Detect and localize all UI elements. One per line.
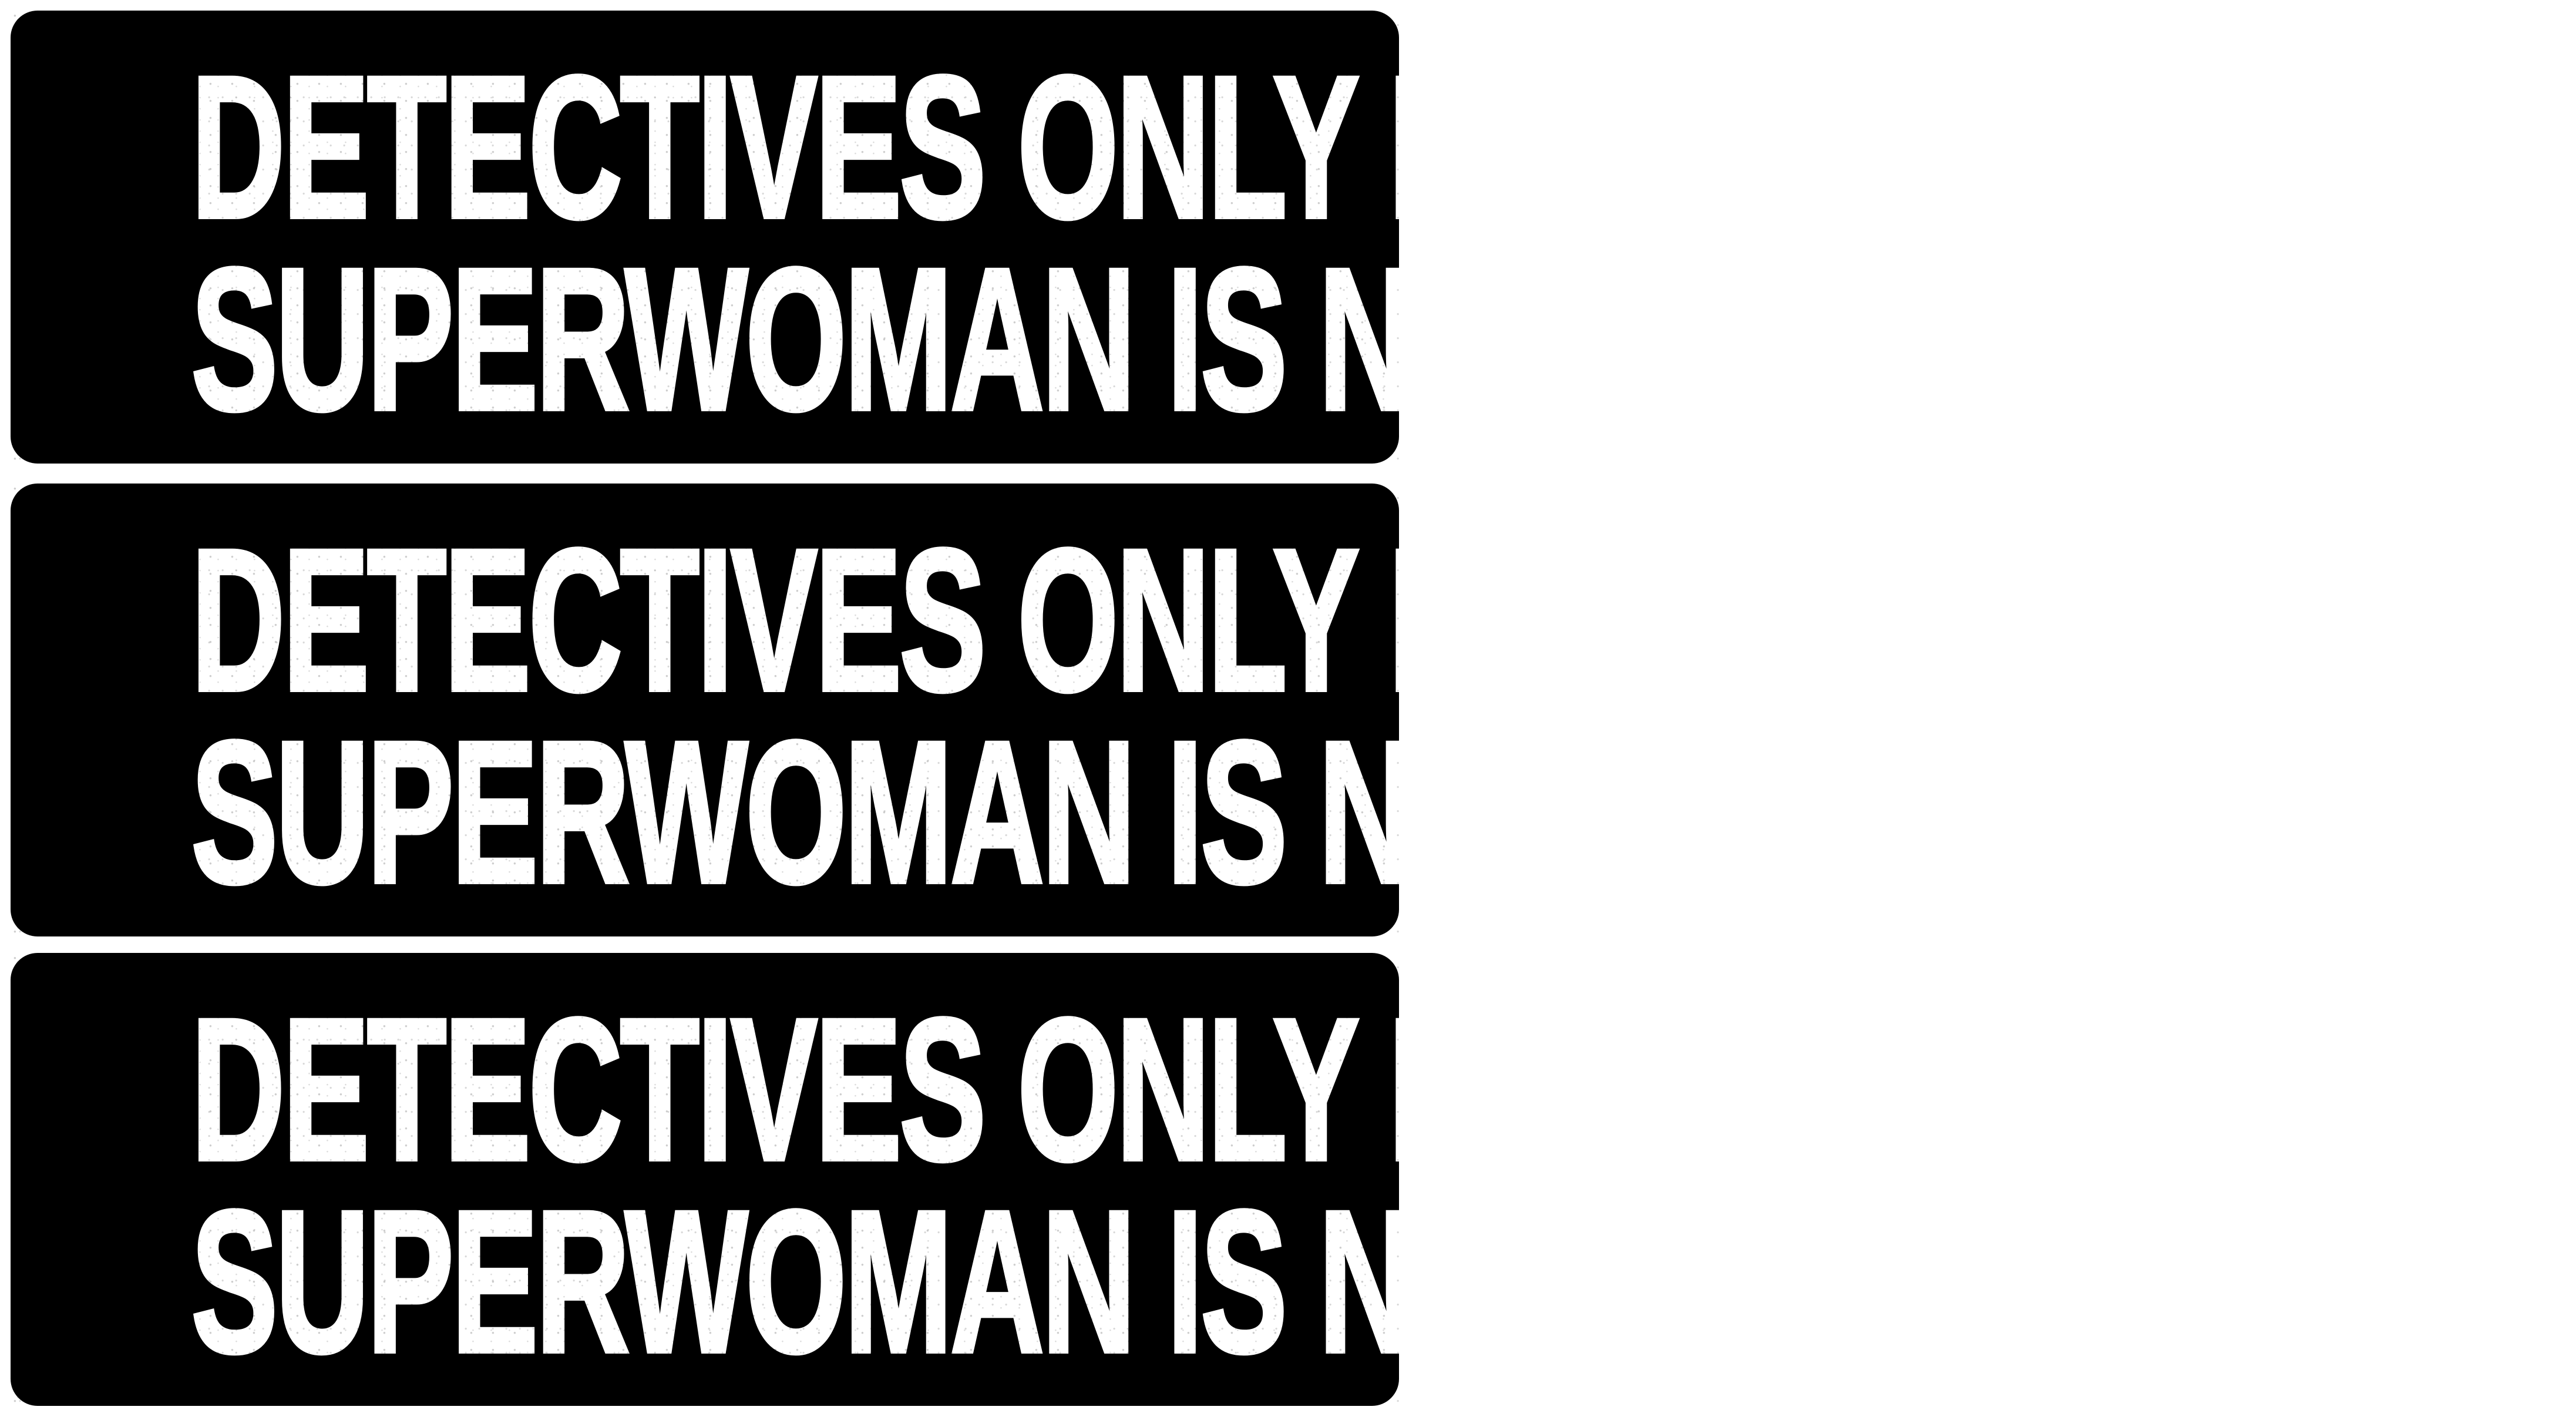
sticker-line-1: DETECTIVES ONLY BECAUSE BADASS xyxy=(191,506,2576,734)
sticker-1 xyxy=(11,11,2576,464)
sticker-line-2: SUPERWOMAN IS NOT A JOB TITLE xyxy=(191,698,2378,926)
sticker-2 xyxy=(11,484,2576,936)
sticker-line-1: DETECTIVES ONLY BECAUSE BADASS xyxy=(191,975,2576,1203)
sticker-line-2: SUPERWOMAN IS NOT A JOB TITLE xyxy=(191,1167,2378,1395)
sticker-3 xyxy=(11,953,2576,1406)
sticker-line-2: SUPERWOMAN IS NOT A JOB TITLE xyxy=(191,225,2378,453)
sticker-line-1: DETECTIVES ONLY BECAUSE BADASS xyxy=(191,33,2576,261)
